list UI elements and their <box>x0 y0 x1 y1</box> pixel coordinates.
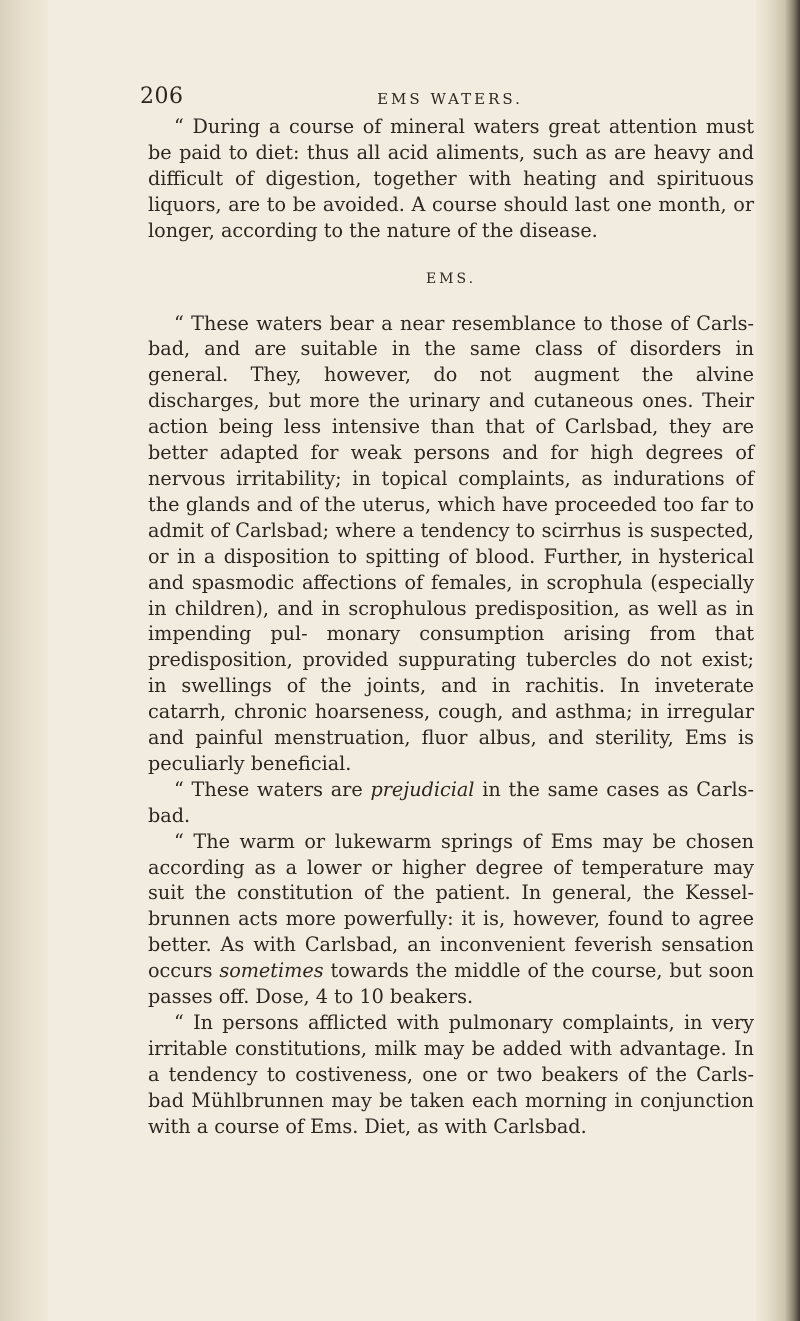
paragraph-ems-resemblance: “ These waters bear a near resemblance to those of Carls- bad, and are suitable in the same class of disorders in general. They, however, do not augment the alvine discharges, but more the urinary and cutaneous ones. Their action being less intensive than that of Carlsbad, they are better adapted for weak persons and for high degrees of nervous irritability; in topical complaints, as indurations of the glands and of the uterus, which have proceeded too far to admit of Carlsbad; where a tendency to scirrhus is suspected, or in a disposition to spitting of blood. Further, in hysterical and spasmodic affections of females, in scrophula (especially in children), and in scrophulous predisposition, as well as in impending pul- monary consumption arising from that predisposition, provided suppurating tubercles do not exist; in swellings of the joints, and in rachitis. In inveterate catarrh, chronic hoarseness, cough, and asthma; in irregular and painful menstruation, fluor albus, and sterility, Ems is peculiarly beneficial. <box>148 311 754 775</box>
paragraph-diet: “ During a course of mineral waters great attention must be paid to diet: thus all acid aliments, such as are heavy and difficult of digestion, together with heating and spirituous liquors, are to be avoided. A course should last one month, or longer, according to the nature of the disease. <box>148 115 754 242</box>
running-title: EMS WATERS. <box>377 90 523 108</box>
body-text <box>148 114 754 1140</box>
paragraph-ems-springs <box>148 829 754 1010</box>
page-number: 206 <box>140 84 184 109</box>
paragraph-ems-springs-before: “ The warm or lukewarm springs of Ems may be chosen according as a lower or higher degree of temperature may suit the constitution of the patient. In general, the Kessel- brunnen acts more powerfully: it is, however, found to agree better. As with Carlsbad, an inconvenient feverish sensation occurs <box>148 829 754 983</box>
page-edge-left <box>0 0 48 1321</box>
paragraph-ems-prejudicial-after: in the same cases as Carls- bad. <box>148 777 754 827</box>
page-header <box>140 84 760 114</box>
paragraph-ems-prejudicial <box>148 777 754 829</box>
paragraph-ems-pulmonary: “ In persons afflicted with pulmonary complaints, in very irritable constitutions, milk may be added with advantage. In a tendency to costiveness, one or two beakers of the Carls- bad Mühlbrunnen may be taken each morning in conjunction with a course of Ems. Diet, as with Carlsbad. <box>148 1011 754 1138</box>
section-heading-ems: EMS. <box>425 270 477 287</box>
paragraph-ems-springs-after: towards the middle of the course, but soon passes off. Dose, 4 to 10 beakers. <box>148 959 754 1009</box>
paragraph-ems-prejudicial-before: “ These waters are <box>174 777 371 801</box>
paragraph-ems-springs-emphasis: sometimes <box>219 959 324 983</box>
paragraph-ems-prejudicial-emphasis: prejudicial <box>370 777 475 801</box>
page-edge-right <box>756 0 800 1321</box>
